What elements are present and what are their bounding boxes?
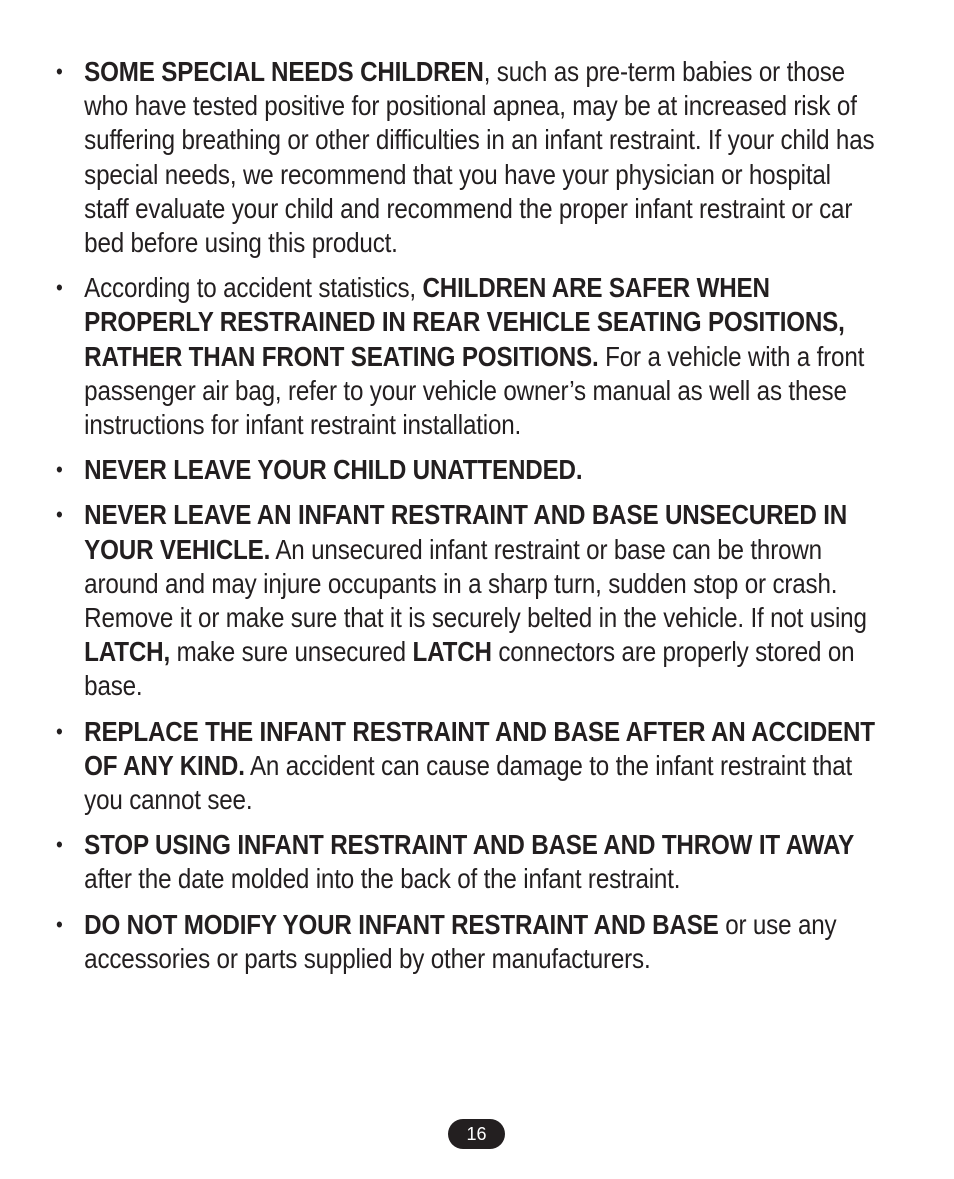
warning-heading: NEVER LEAVE AN INFANT RESTRAINT AND BASE UNSECURED IN YOUR VEHICLE. [84, 499, 848, 565]
warning-text: An accident can cause damage to the infant restraint that you cannot see. [84, 749, 853, 816]
warning-item-unsecured [56, 498, 876, 703]
page-number-badge: 16 [448, 1119, 505, 1149]
warning-item-special-needs [56, 55, 876, 260]
warning-text: or use any accessories or parts supplied by other manufacturers. [84, 908, 837, 974]
warning-list [56, 55, 886, 987]
warning-text: make sure unsecured [170, 636, 413, 668]
warning-heading: STOP USING INFANT RESTRAINT AND BASE AND THROW IT AWAY [84, 829, 855, 861]
bullet-icon: • [56, 275, 63, 301]
warning-heading: REPLACE THE INFANT RESTRAINT AND BASE AFTER AN ACCIDENT OF ANY KIND. [84, 715, 875, 781]
warning-heading: NEVER LEAVE YOUR CHILD UNATTENDED. [84, 454, 583, 486]
latch-term: LATCH [412, 636, 492, 668]
warning-heading: SOME SPECIAL NEEDS CHILDREN [84, 56, 484, 87]
latch-term: LATCH, [84, 636, 171, 668]
warning-heading: DO NOT MODIFY YOUR INFANT RESTRAINT AND BASE [84, 908, 719, 940]
warning-text: , such as pre-term babies or those who have tested positive for positional apnea, may be at increased risk of suffering breathing or other difficulties in an infant restraint. If your child has special needs, we recommend that you have your physician or hospital staff evaluate your child and recommend the proper infant restraint or car bed before using this product. [84, 56, 875, 259]
warning-text: after the date molded into the back of the infant restraint. [84, 863, 681, 895]
warning-item-replace [56, 715, 876, 818]
bullet-icon: • [56, 911, 63, 937]
warning-text: According to accident statistics, [84, 272, 423, 304]
warning-item-rear-seating [56, 271, 876, 442]
warning-text: connectors are properly stored on base. [84, 636, 855, 702]
bullet-icon: • [56, 502, 63, 528]
bullet-icon: • [56, 718, 63, 744]
warning-text: For a vehicle with a front passenger air bag, refer to your vehicle owner’s manual as well as these instructions for infant restraint installation. [84, 340, 865, 441]
warning-item-expiration [56, 828, 876, 896]
warning-heading: CHILDREN ARE SAFER WHEN PROPERLY RESTRAINED IN REAR VEHICLE SEATING POSITIONS, RATHER THAN FRONT SEATING POSITIONS. [84, 272, 845, 372]
warning-item-modify [56, 908, 876, 976]
bullet-icon: • [56, 457, 63, 483]
warning-item-unattended [56, 453, 876, 487]
warning-text: An unsecured infant restraint or base can be thrown around and may injure occupants in a sharp turn, sudden stop or crash. Remove it or make sure that it is securely belted in the vehicle. If not using [84, 533, 867, 634]
bullet-icon: • [56, 59, 63, 84]
bullet-icon: • [56, 832, 63, 858]
